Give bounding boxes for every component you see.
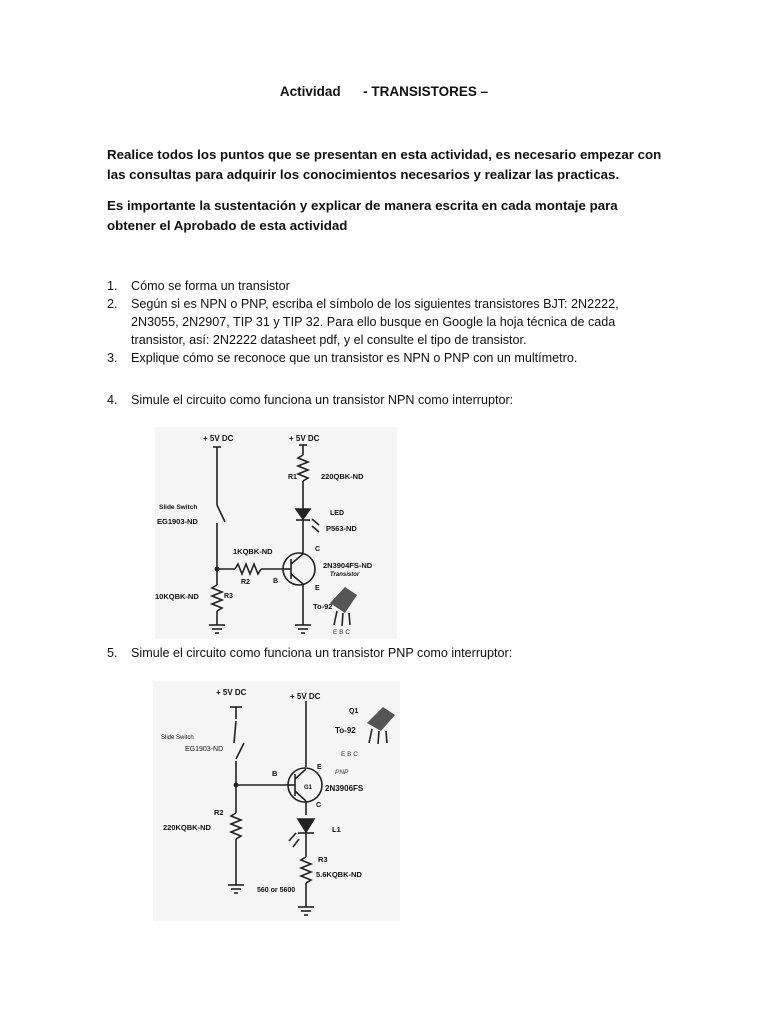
list-item xyxy=(107,277,667,295)
transistor-id: G1 xyxy=(304,785,313,791)
collector-label: C xyxy=(315,546,321,553)
resistor-label: R2 xyxy=(214,808,224,817)
transistor-label: Q1 xyxy=(349,708,359,715)
list-item xyxy=(107,349,667,367)
resistor-label: R1 xyxy=(288,474,297,481)
transistor-part: 2N3904FS-ND xyxy=(323,561,373,570)
npn-circuit-diagram xyxy=(155,427,397,639)
list-item-text: Simule el circuito como funciona un transistor NPN como interruptor: xyxy=(131,393,514,407)
supply-label: + 5V DC xyxy=(290,692,321,701)
led-label: LED xyxy=(330,510,344,517)
pin-label: E B C xyxy=(333,629,350,636)
switch-label: Slide Switch xyxy=(159,504,198,511)
document-title: Actividad - TRANSISTORES – xyxy=(279,84,489,99)
intro-paragraph-2: Es importante la sustentación y explicar de manera escrita en cada montaje para obtener el Aprobado de esta actividad xyxy=(107,198,618,233)
list-item-number: 2. xyxy=(107,297,118,311)
list-item-number: 4. xyxy=(107,393,118,407)
led-part: P563-ND xyxy=(326,524,357,533)
emitter-label: E xyxy=(315,585,320,592)
to92-package-icon xyxy=(367,707,395,731)
list-item-text: Simule el circuito como funciona un transistor PNP como interruptor: xyxy=(131,646,513,660)
resistor-part: 220KQBK-ND xyxy=(163,823,211,832)
pin-label: E B C xyxy=(341,751,358,758)
base-label: B xyxy=(272,769,278,778)
switch-part: EG1903-ND xyxy=(157,517,198,526)
list-item-text: Cómo se forma un transistor xyxy=(131,279,290,293)
resistor-part: 5.6KQBK-ND xyxy=(316,870,362,879)
list-item-number: 3. xyxy=(107,351,118,365)
list-item xyxy=(107,391,691,409)
supply-label: + 5V DC xyxy=(216,688,247,697)
base-label: B xyxy=(273,578,279,585)
transistor-part: 2N3906FS xyxy=(325,784,364,793)
resistor-part: 10KQBK-ND xyxy=(155,592,199,601)
collector-label: C xyxy=(316,802,322,809)
list-item-text: Según si es NPN o PNP, escriba el símbolo de los siguientes transistores BJT: 2N2222, 2N3055, 2N2907, TIP 31 y TIP 32. Para ello busque en Google la hoja técnica de cada transistor, así: 2N2222 datasheet pdf, y el consulte el tipo de transistor. xyxy=(131,297,619,347)
list-item-number: 1. xyxy=(107,279,118,293)
resistor-alt-value: 560 or 5600 xyxy=(257,887,296,894)
activity-list xyxy=(107,277,667,367)
supply-label: + 5V DC xyxy=(289,434,320,443)
list-item xyxy=(107,295,667,349)
list-item xyxy=(107,644,691,662)
list-item-number: 5. xyxy=(107,646,118,660)
resistor-label: R2 xyxy=(241,579,250,586)
resistor-label: R3 xyxy=(224,593,233,600)
led-label: L1 xyxy=(332,825,341,834)
intro-paragraph-1: Realice todos los puntos que se presentan en esta actividad, es necesario empezar con las consultas para adquirir los conocimientos necesarios y realizar las practicas. xyxy=(107,147,662,182)
npn-circuit-svg xyxy=(155,427,397,639)
package-label: To-92 xyxy=(335,726,356,735)
pnp-circuit-diagram xyxy=(153,681,400,921)
resistor-label: R3 xyxy=(318,855,328,864)
switch-part: EG1903-ND xyxy=(185,746,224,753)
pnp-circuit-svg xyxy=(153,681,400,921)
emitter-label: E xyxy=(317,764,322,771)
to92-package-icon xyxy=(330,587,357,613)
resistor-part: 1KQBK-ND xyxy=(233,547,273,556)
supply-label: + 5V DC xyxy=(203,434,234,443)
list-item-text: Explique cómo se reconoce que un transistor es NPN o PNP con un multímetro. xyxy=(131,351,578,365)
package-label: To-92 xyxy=(313,602,333,611)
pnp-label: PNP xyxy=(335,769,349,776)
switch-label: Slide Switch xyxy=(161,735,194,741)
resistor-part: 220QBK-ND xyxy=(321,472,364,481)
transistor-label: Transistor xyxy=(330,572,360,578)
